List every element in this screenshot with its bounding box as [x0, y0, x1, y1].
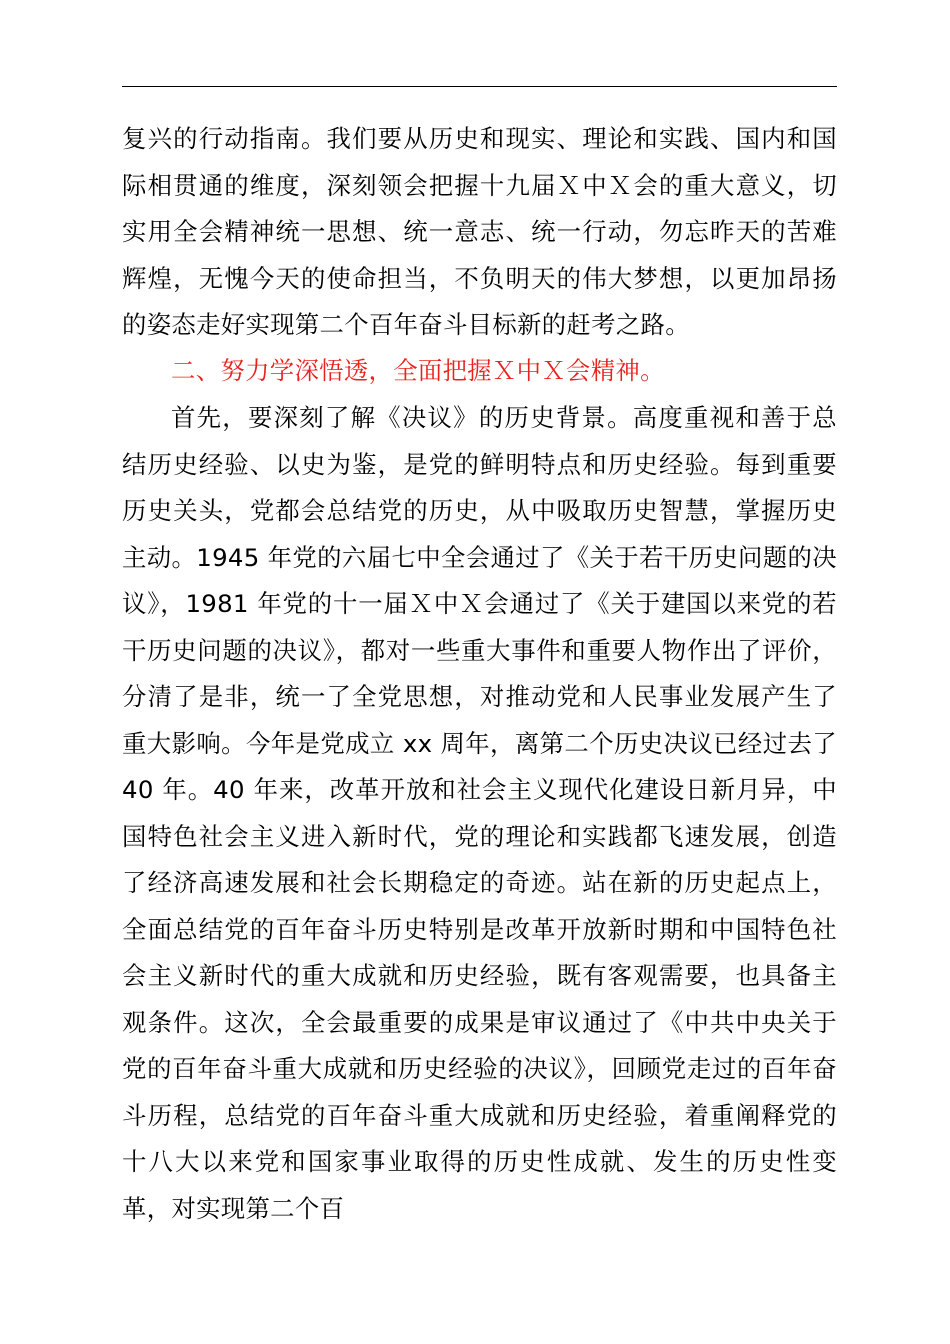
body-paragraph-1: 复兴的行动指南。我们要从历史和现实、理论和实践、国内和国际相贯通的维度，深刻领会把握十九届Ｘ中Ｘ会的重大意义，切实用全会精神统一思想、统一意志、统一行动，勿忘昨天的苦难辉煌，无愧今天的使命担当，不负明天的伟大梦想，以更加昂扬的姿态走好实现第二个百年奋斗目标新的赶考之路。 [122, 124, 837, 339]
header-rule [122, 86, 837, 87]
body-paragraph-2: 首先，要深刻了解《决议》的历史背景。高度重视和善于总结历史经验、以史为鉴，是党的鲜明特点和历史经验。每到重要历史关头，党都会总结党的历史，从中吸取历史智慧，掌握历史主动。1945 年党的六届七中全会通过了《关于若干历史问题的决议》，1981 年党的十一届Ｘ中Ｘ会通过了《关于建国以来党的若干历史问题的决议》，都对一些重大事件和重要人物作出了评价，分清了是非，统一了全党思想，对推动党和人民事业发展产生了重大影响。今年是党成立 xx 周年，离第二个历史决议已经过去了 40 年。40 年来，改革开放和社会主义现代化建设日新月异，中国特色社会主义进入新时代，党的理论和实践都飞速发展，创造了经济高速发展和社会长期稳定的奇迹。站在新的历史起点上，全面总结党的百年奋斗历史特别是改革开放新时期和中国特色社会主义新时代的重大成就和历史经验，既有客观需要，也具备主观条件。这次，全会最重要的成果是审议通过了《中共中央关于党的百年奋斗重大成就和历史经验的决议》，回顾党走过的百年奋斗历程，总结党的百年奋斗重大成就和历史经验，着重阐释党的十八大以来党和国家事业取得的历史性成就、发生的历史性变革，对实现第二个百 [122, 403, 837, 1223]
section-heading-2: 二、努力学深悟透，全面把握Ｘ中Ｘ会精神。 [171, 356, 665, 385]
